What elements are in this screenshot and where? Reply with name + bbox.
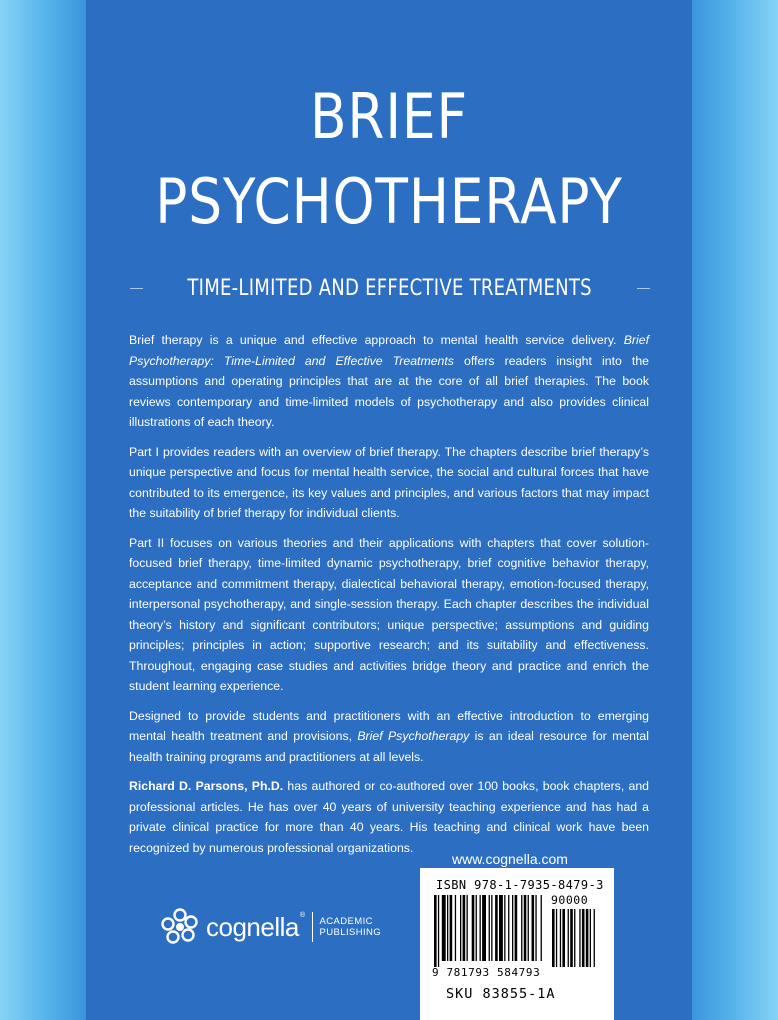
description-p4-book-title: Brief Psychotherapy [357,729,470,743]
book-subtitle: TIME-LIMITED AND EFFECTIVE TREATMENTS [187,275,593,301]
description-p1-text-a: Brief therapy is a unique and effective approach to mental health service delivery. [129,333,624,347]
book-title-line1: BRIEF [309,80,468,153]
logo-divider [312,912,313,942]
description-p1-text-b: offers readers insight into the assumptions and operating principles that are at the core of all brief therapies. The book reviews contemporary and time-limited models of psychotherapy and also provides clinical illustrations of each theory. [129,353,650,429]
publisher-tagline-line1: ACADEMIC [319,916,373,927]
subtitle-rule-left [130,288,143,289]
publisher-name [206,912,305,943]
barcode-bars [430,895,606,969]
description-paragraph-3: Part II focuses on various theories and their applications with chapters that cover solution-focused brief therapy, time-limited dynamic psychotherapy, brief cognitive behavior therapy, acceptance and commitment therapy, dialectical behavioral therapy, emotion-focused therapy, interpersonal psychotherapy, and single-session therapy. Each chapter describes the individual theory’s history and significant contributors; unique perspective; assumptions and guiding principles; principles in action; supportive research; and its suitability and effectiveness. Throughout, engaging case studies and activities bridge theory and practice and enrich the student learning experience. [129,535,649,693]
publisher-website: www.cognella.com [452,851,568,867]
description-paragraph-1 [129,330,649,433]
subtitle-row [130,270,650,306]
description-p4-text-b: is an ideal resource for mental health training programs and practitioners at all levels. [129,729,650,764]
subtitle-rule-right [637,288,650,289]
publisher-tagline-line2: PUBLISHING [319,927,382,938]
cognella-flower-icon [158,905,202,949]
publisher-logo [158,902,381,952]
sku-code: SKU 83855-1A [446,986,556,1002]
description-p1-book-title: Brief Psychotherapy: Time-Limited and Effective Treatments [129,333,649,368]
author-bio-text: has authored or co-authored over 100 books, book chapters, and professional articles. He has over 40 years of university teaching experience and has had a private clinical practice for more than 40 years. His teaching and clinical work have been recognized by numerous professional organizations. [129,779,649,855]
description-p4-text-a: Designed to provide students and practitioners with an effective introduction to emerging mental health treatment and provisions, [129,708,649,743]
price-code: 90000 [551,893,589,907]
publisher-name-text: cognella [206,911,299,942]
book-description [129,330,649,867]
barcode-number: 9 781793 584793 [432,966,541,979]
cover-edge-left [0,0,86,1020]
author-name: Richard D. Parsons, Ph.D. [129,779,284,793]
author-bio [129,776,649,858]
book-title-line2: PSYCHOTHERAPY [155,165,623,238]
barcode-box [420,868,614,1020]
cover-edge-right [692,0,778,1020]
trademark-symbol: ® [299,911,305,919]
isbn-number: ISBN 978-1-7935-8479-3 [436,878,604,892]
description-paragraph-4 [129,706,649,768]
description-paragraph-2: Part I provides readers with an overview of brief therapy. The chapters describe brief therapy’s unique perspective and focus for mental health service, the social and cultural forces that have contributed to its emergence, its key values and principles, and various factors that may impact the suitability of brief therapy for individual clients. [129,444,649,520]
publisher-tagline [320,916,382,938]
